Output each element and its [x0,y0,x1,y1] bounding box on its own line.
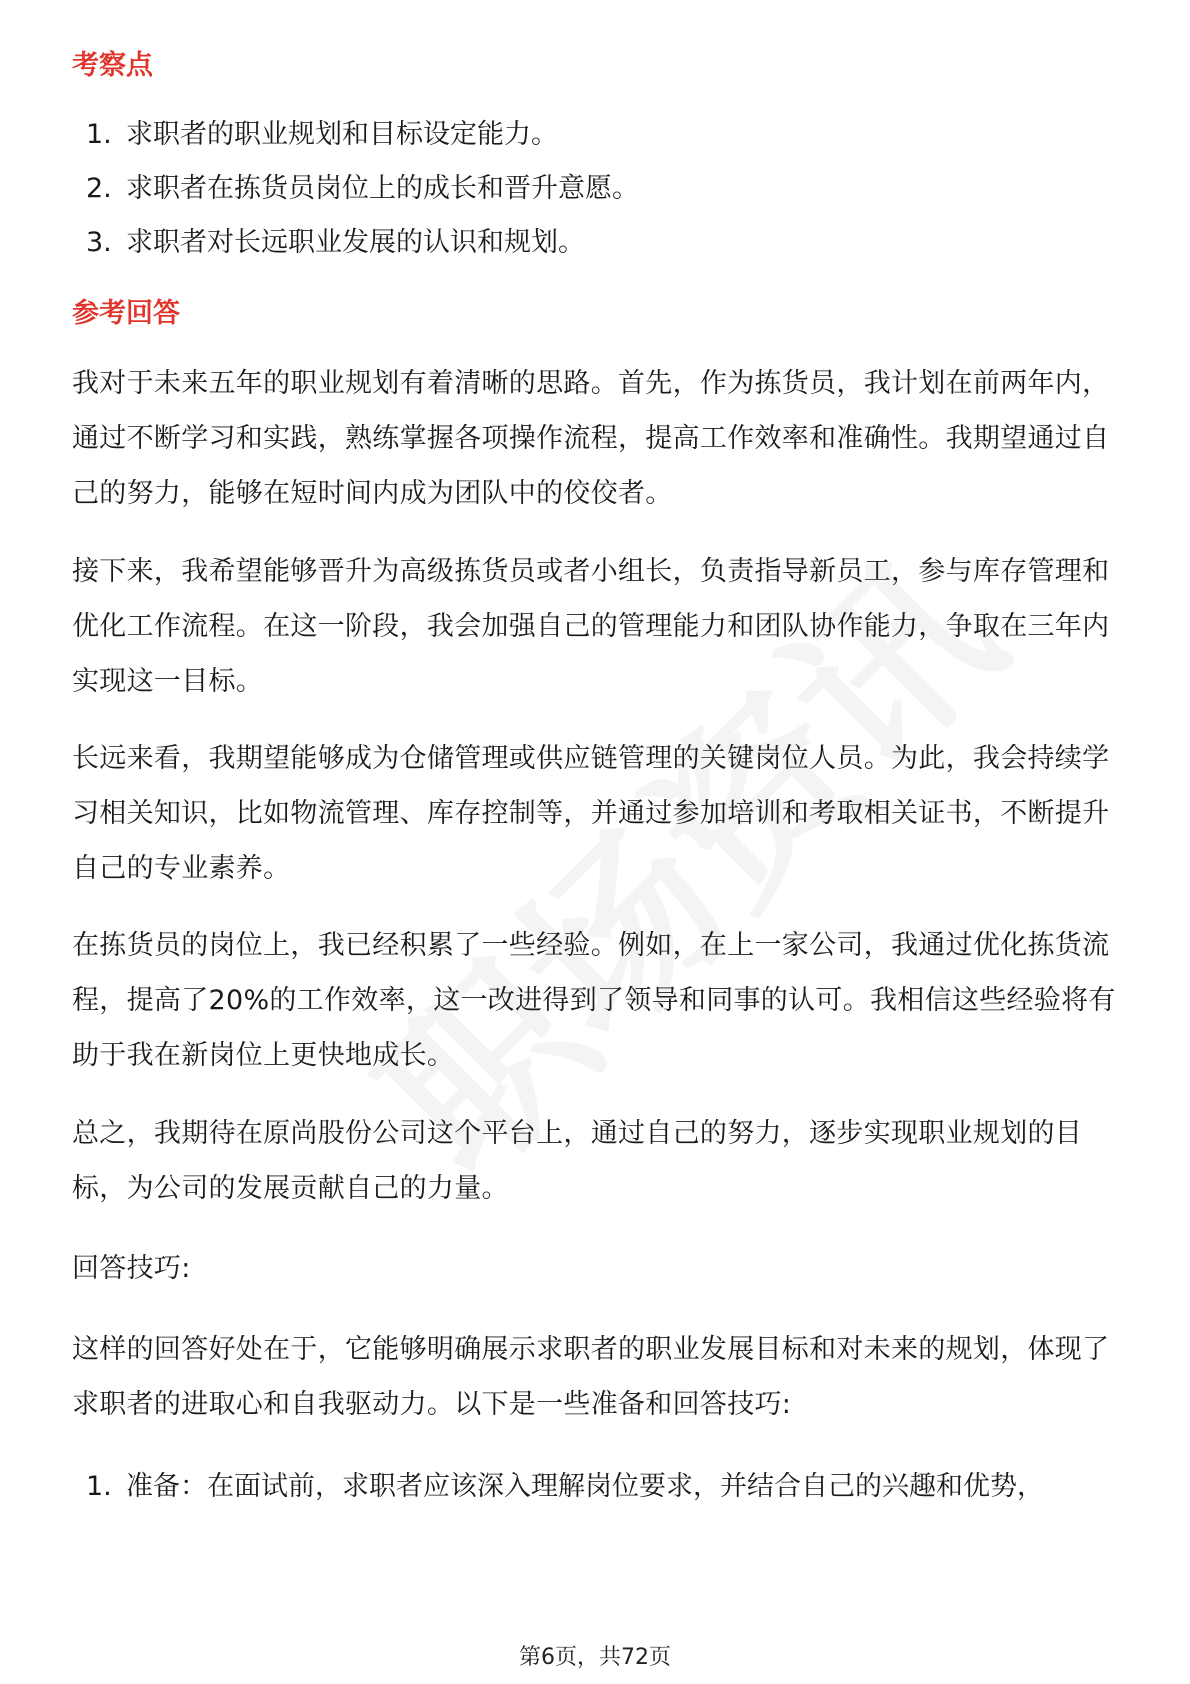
examination-points-list [72,108,1120,270]
section-title-reference-answer: 参考回答 [72,298,180,329]
list-item: 1. 求职者的职业规划和目标设定能力。 [86,119,558,150]
section-title-examination-points: 考察点 [72,50,153,81]
list-item: 2. 求职者在拣货员岗位上的成长和晋升意愿。 [86,173,639,204]
answer-paragraph-1: 我对于未来五年的职业规划有着清晰的思路。首先，作为拣货员，我计划在前两年内，通过不断学习和实践，熟练掌握各项操作流程，提高工作效率和准确性。我期望通过自己的努力，能够在短时间内成为团队中的佼佼者。 [72,368,1110,509]
answer-paragraph-3: 长远来看，我期望能够成为仓储管理或供应链管理的关键岗位人员。为此，我会持续学习相关知识，比如物流管理、库存控制等，并通过参加培训和考取相关证书，不断提升自己的专业素养。 [72,743,1110,884]
tips-intro: 这样的回答好处在于，它能够明确展示求职者的职业发展目标和对未来的规划，体现了求职者的进取心和自我驱动力。以下是一些准备和回答技巧: [72,1334,1110,1420]
list-item: 3. 求职者对长远职业发展的认识和规划。 [86,227,585,258]
list-item: 1. 准备：在面试前，求职者应该深入理解岗位要求，并结合自己的兴趣和优势， [86,1471,1044,1502]
answer-paragraph-2: 接下来，我希望能够晋升为高级拣货员或者小组长，负责指导新员工，参与库存管理和优化工作流程。在这一阶段，我会加强自己的管理能力和团队协作能力，争取在三年内实现这一目标。 [72,556,1110,697]
tips-list [72,1460,1120,1514]
tips-label: 回答技巧: [72,1253,191,1284]
answer-paragraph-4: 在拣货员的岗位上，我已经积累了一些经验。例如，在上一家公司，我通过优化拣货流程，提高了20%的工作效率，这一改进得到了领导和同事的认可。我相信这些经验将有助于我在新岗位上更快地成长。 [72,930,1116,1071]
answer-paragraph-5: 总之，我期待在原尚股份公司这个平台上，通过自己的努力，逐步实现职业规划的目标，为公司的发展贡献自己的力量。 [72,1118,1083,1204]
page-footer: 第6页，共72页 [519,1645,671,1670]
